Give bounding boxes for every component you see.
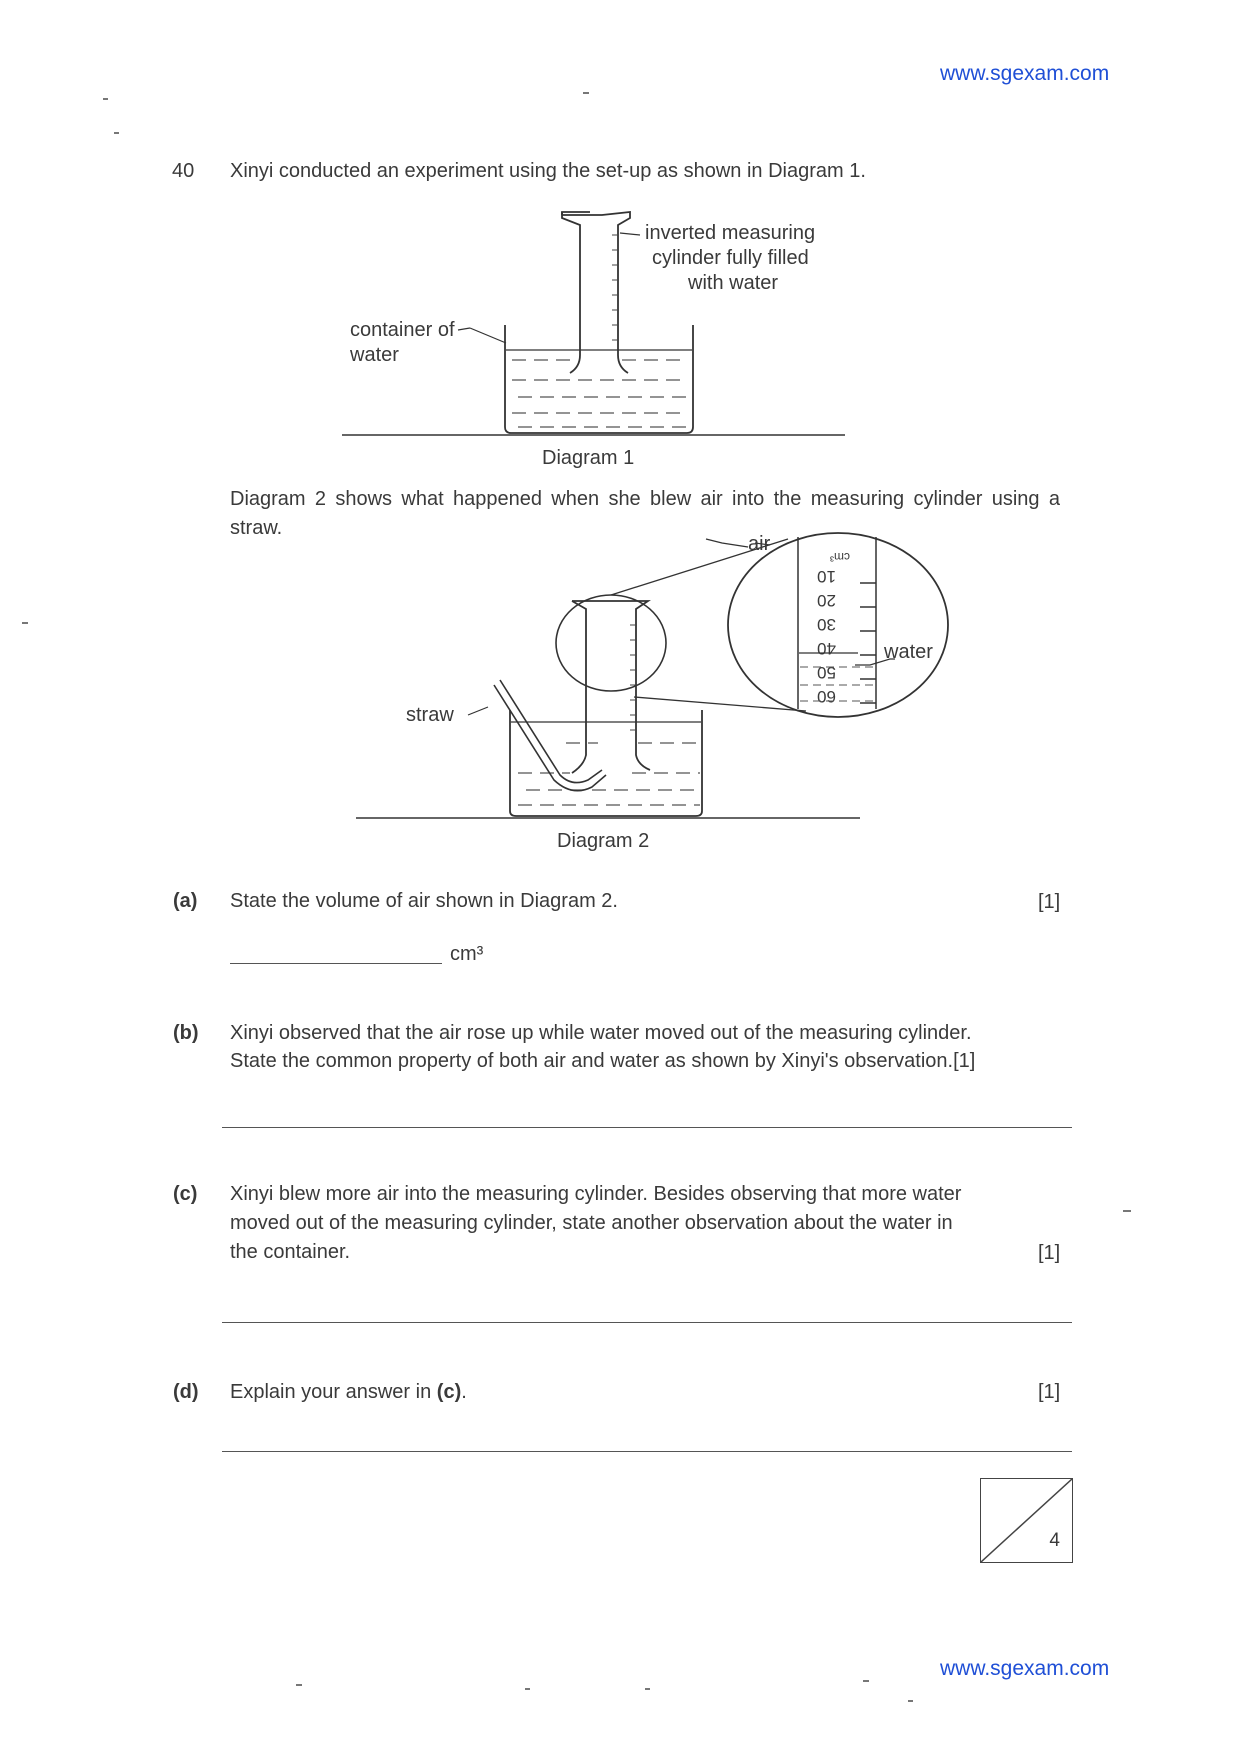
part-b-label: (b) xyxy=(173,1022,199,1044)
scan-speck xyxy=(908,1700,913,1702)
part-b-line2: State the common property of both air and water as shown by Xinyi's observation. xyxy=(230,1050,954,1072)
scale-tick-40: 40 xyxy=(817,639,836,658)
question-number: 40 xyxy=(172,160,195,182)
part-c-line2: moved out of the measuring cylinder, state another observation about the water in xyxy=(230,1212,953,1234)
part-c-label: (c) xyxy=(173,1183,198,1205)
part-a-marks: [1] xyxy=(1038,891,1061,913)
part-c-marks: [1] xyxy=(1038,1242,1061,1264)
part-a-label: (a) xyxy=(173,890,198,912)
scale-tick-20: 20 xyxy=(817,591,836,610)
label-container-line1: container of xyxy=(350,319,455,341)
label-air: air xyxy=(748,533,771,555)
scan-speck xyxy=(583,92,589,94)
label-cylinder-line1: inverted measuring xyxy=(645,222,816,244)
label-cylinder-line2: cylinder fully filled xyxy=(652,247,809,269)
score-box[interactable] xyxy=(980,1478,1073,1563)
part-b-line1: Xinyi observed that the air rose up while water moved out of the measuring cylinder. xyxy=(230,1022,972,1044)
header-site-url[interactable]: www.sgexam.com xyxy=(940,62,1110,85)
label-straw: straw xyxy=(406,704,454,726)
scale-tick-50: 50 xyxy=(817,663,836,682)
scan-speck xyxy=(863,1680,869,1682)
scan-speck xyxy=(525,1688,530,1690)
diagram-2 xyxy=(350,525,970,860)
part-d-text-after: . xyxy=(461,1381,467,1403)
part-d-text-ref: (c) xyxy=(436,1381,462,1403)
scale-unit: cm³ xyxy=(830,550,850,564)
part-c-line3: the container. xyxy=(230,1241,351,1263)
question-intro: Xinyi conducted an experiment using the set-up as shown in Diagram 1. xyxy=(230,160,866,182)
part-b-marks: [1] xyxy=(953,1050,976,1072)
scale-tick-30: 30 xyxy=(817,615,836,634)
part-a-text: State the volume of air shown in Diagram 2. xyxy=(230,890,618,912)
score-box-total: 4 xyxy=(1049,1530,1060,1551)
part-d-text xyxy=(230,1378,467,1407)
label-water: water xyxy=(884,641,933,663)
diagram-2-caption: Diagram 2 xyxy=(557,830,650,852)
label-container-line2: water xyxy=(350,344,399,366)
part-a-unit: cm³ xyxy=(450,943,484,965)
footer-site-url[interactable]: www.sgexam.com xyxy=(940,1657,1110,1680)
diagram-1 xyxy=(330,205,880,470)
part-d-answer-line[interactable] xyxy=(222,1451,1072,1452)
scan-speck xyxy=(103,98,108,100)
part-a-answer-line[interactable] xyxy=(230,963,442,964)
label-cylinder-line3: with water xyxy=(688,272,779,294)
part-c-line1: Xinyi blew more air into the measuring cylinder. Besides observing that more water xyxy=(230,1183,962,1205)
scale-tick-60: 60 xyxy=(817,687,836,706)
scan-speck xyxy=(114,132,119,134)
diagram-2-description: Diagram 2 shows what happened when she blew air into the measuring cylinder using a straw. xyxy=(230,488,1060,539)
scale-tick-10: 10 xyxy=(817,567,836,586)
scan-speck xyxy=(645,1688,650,1690)
scan-speck xyxy=(296,1684,302,1686)
part-c-answer-line[interactable] xyxy=(222,1322,1072,1323)
part-d-label: (d) xyxy=(173,1381,199,1403)
diagram-1-caption: Diagram 1 xyxy=(542,447,635,469)
scan-speck xyxy=(22,622,28,624)
part-d-marks: [1] xyxy=(1038,1381,1061,1403)
scan-speck xyxy=(1123,1210,1131,1212)
part-d-text-before: Explain your answer in xyxy=(230,1381,437,1403)
part-b-question xyxy=(230,1047,975,1076)
part-b-answer-line[interactable] xyxy=(222,1127,1072,1128)
